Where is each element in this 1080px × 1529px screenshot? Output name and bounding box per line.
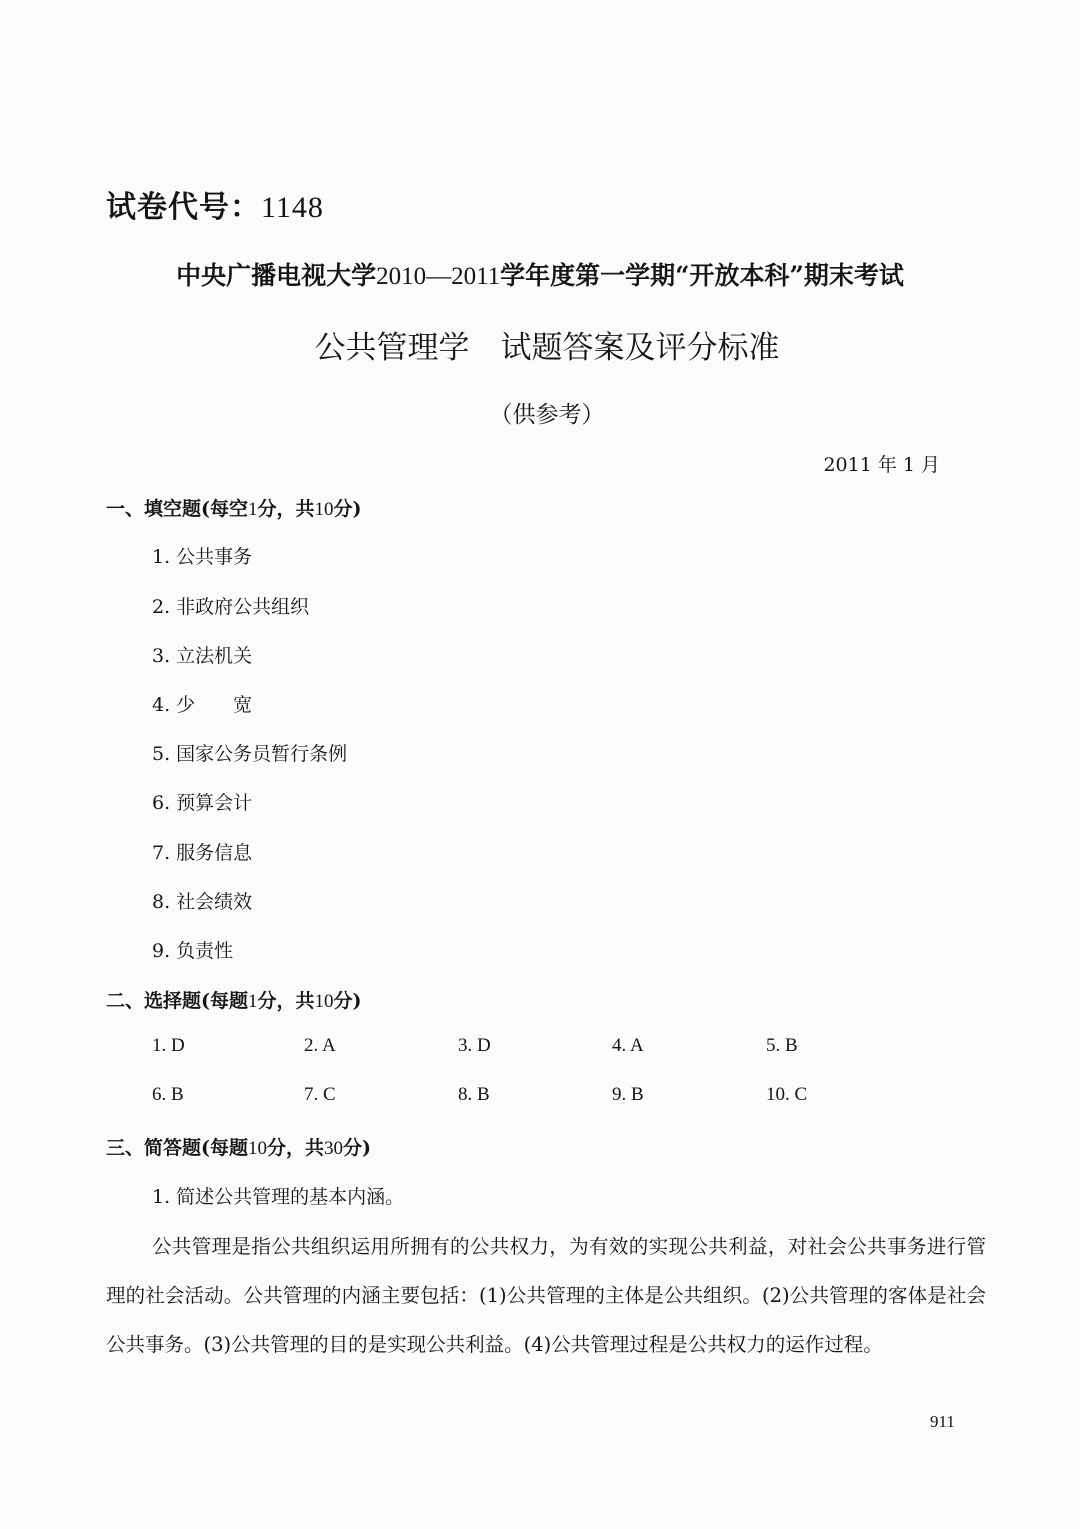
fill-answer-item: 5. 国家公务员暂行条例 (152, 743, 348, 765)
section-heading-part: 分) (333, 990, 362, 1012)
university-years: 2010—2011 (376, 263, 501, 290)
section-heading-part: 分，共 (257, 498, 315, 520)
fill-answer-item: 9. 负责性 (152, 940, 234, 962)
fill-answer-item: 3. 立法机关 (152, 645, 253, 667)
section-heading-short-answer (106, 1133, 371, 1160)
exam-code-number: 1148 (261, 191, 324, 224)
page-number: 911 (930, 1412, 955, 1431)
section-heading-num: 1 (248, 991, 258, 1012)
choice-answer: 7. C (304, 1084, 336, 1105)
choice-answer: 3. D (458, 1035, 491, 1056)
fill-answer-item: 1. 公共事务 (152, 546, 253, 568)
fill-answer-item: 7. 服务信息 (152, 842, 253, 864)
section-heading-part: 一、填空题(每空 (106, 498, 248, 520)
choice-answer: 4. A (612, 1035, 644, 1056)
fill-answer-item: 4. 少 宽 (152, 694, 253, 716)
choice-answer: 5. B (766, 1035, 798, 1056)
choice-answer: 8. B (458, 1084, 490, 1105)
exam-code (106, 182, 324, 226)
university-post: 学年度第一学期“开放本科”期末考试 (500, 261, 904, 290)
university-pre: 中央广播电视大学 (176, 261, 377, 290)
fill-answer-item: 6. 预算会计 (152, 792, 253, 814)
section-heading-part: 三、简答题(每题 (106, 1137, 248, 1159)
page-subtitle: （供参考） (489, 402, 605, 428)
section-heading-part: 分) (343, 1137, 372, 1159)
section-heading-part: 二、选择题(每题 (106, 990, 248, 1012)
section-heading-part: 分) (333, 498, 362, 520)
section-heading-num: 30 (324, 1138, 344, 1159)
section-heading-choice (106, 986, 362, 1013)
fill-answer-item: 8. 社会绩效 (152, 891, 253, 913)
short-answer-question: 1. 简述公共管理的基本内涵。 (152, 1186, 405, 1208)
choice-answer: 1. D (152, 1035, 185, 1056)
short-answer-text: 公共管理是指公共组织运用所拥有的公共权力，为有效的实现公共利益，对社会公共事务进行管理的社会活动。公共管理的内涵主要包括：(1)公共管理的主体是公共组织。(2)公共管理的客体是社会公共事务。(3)公共管理的目的是实现公共利益。(4)公共管理过程是公共权力的运作过程。 (106, 1235, 986, 1356)
section-heading-num: 10 (314, 991, 334, 1012)
section-heading-num: 10 (314, 499, 334, 520)
section-heading-fill-blank (106, 494, 362, 521)
choice-answer: 9. B (612, 1084, 644, 1105)
exam-date: 2011 年 1 月 (823, 454, 940, 476)
choice-answer: 6. B (152, 1084, 184, 1105)
choice-answer: 10. C (766, 1084, 808, 1105)
section-heading-num: 1 (248, 499, 258, 520)
exam-code-label: 试卷代号： (106, 190, 261, 225)
section-heading-num: 10 (248, 1138, 267, 1159)
section-heading-part: 分，共 (267, 1137, 325, 1159)
university-exam-line (0, 256, 1080, 292)
page-title: 公共管理学 试题答案及评分标准 (314, 330, 780, 366)
fill-answer-item: 2. 非政府公共组织 (152, 596, 310, 618)
section-heading-part: 分，共 (257, 990, 315, 1012)
choice-answer: 2. A (304, 1035, 336, 1056)
